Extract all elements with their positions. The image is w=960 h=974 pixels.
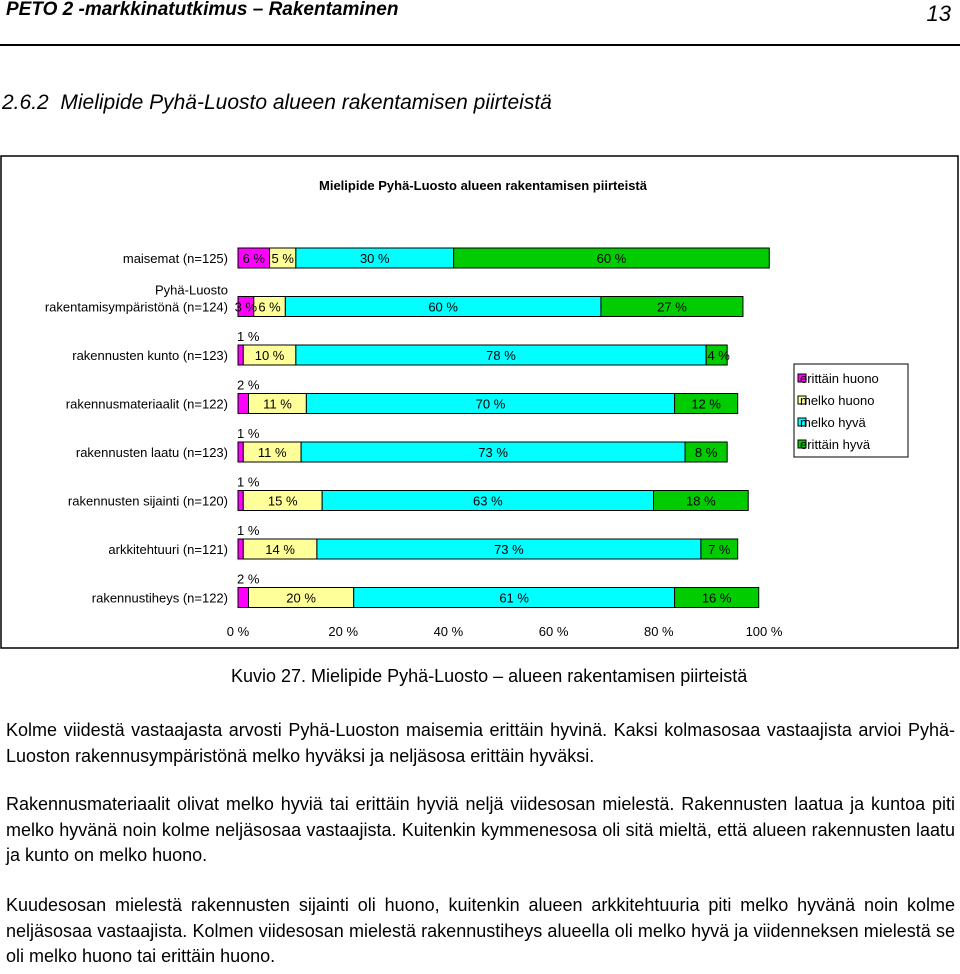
category-label: rakennusten kunto (n=123)	[72, 348, 228, 363]
data-label: 11 %	[257, 445, 287, 460]
category-label: arkkitehtuuri (n=121)	[108, 542, 228, 557]
paragraph-3: Kuudesosan mielestä rakennusten sijainti oli huono, kuitenkin alueen arkkitehtuuria piti melko hyvänä noin kolme neljäsosaa vastaajista. Kolmen viidesosan mielestä rakennustiheys alueella oli melko hyvä ja viidenneksen mielestä se oli melko huono tai erittäin huono.	[6, 895, 955, 966]
data-label: 61 %	[499, 590, 529, 606]
data-label: 73 %	[478, 445, 508, 460]
data-label: 30 %	[359, 251, 390, 266]
x-tick-label: 40 %	[433, 624, 464, 639]
category-label: rakennusmateriaalit (n=122)	[65, 396, 228, 412]
legend-label: erittäin hyvä	[800, 437, 871, 452]
bar-segment	[238, 345, 243, 365]
data-label: 1 %	[237, 329, 260, 344]
category-label: rakennusten laatu (n=123)	[75, 445, 228, 460]
data-label: 18 %	[686, 493, 716, 509]
section-heading	[2, 91, 552, 115]
data-label: 27 %	[657, 299, 687, 315]
x-tick-label: 100 %	[745, 624, 783, 639]
data-label: 4 %	[707, 348, 730, 363]
data-label: 73 %	[494, 542, 524, 557]
data-label: 2 %	[237, 377, 260, 393]
data-label: 1 %	[237, 474, 260, 490]
chart-svg	[0, 155, 960, 650]
data-label: 2 %	[237, 571, 260, 587]
data-label: 7 %	[708, 542, 731, 557]
category-label: Pyhä-Luosto	[155, 282, 228, 298]
data-label: 5 %	[271, 251, 294, 266]
category-label: rakennusten sijainti (n=120)	[67, 493, 228, 509]
category-label: rakennustiheys (n=122)	[91, 590, 228, 606]
data-label: 10 %	[254, 348, 285, 363]
data-label: 6 %	[242, 251, 265, 266]
section-number: 2.6.2	[2, 91, 49, 114]
x-tick-label: 0 %	[226, 624, 250, 639]
bar-segment	[238, 394, 249, 414]
data-label: 1 %	[237, 426, 260, 441]
data-label: 12 %	[691, 396, 721, 412]
category-label: rakentamisympäristönä (n=124)	[44, 299, 228, 315]
category-label: maisemat (n=125)	[122, 251, 228, 266]
page-header	[0, 0, 960, 44]
data-label: 70 %	[475, 396, 506, 412]
paragraph-1: Kolme viidestä vastaajasta arvosti Pyhä-Luoston maisemia erittäin hyvinä. Kaksi kolmasosaa vastaajista arvioi Pyhä-Luoston rakennusympäristönä melko hyväksi ja neljäsosa erittäin hyväksi.	[6, 720, 955, 766]
bar-segment	[238, 442, 243, 462]
bar-segment	[238, 491, 243, 511]
x-tick-label: 80 %	[643, 624, 674, 639]
bar-segment	[238, 539, 243, 559]
data-label: 1 %	[237, 523, 260, 538]
data-label: 11 %	[263, 396, 292, 412]
legend	[794, 364, 908, 457]
data-label: 8 %	[694, 445, 718, 460]
data-label: 14 %	[265, 542, 295, 557]
chart-title: Mielipide Pyhä-Luosto alueen rakentamisen piirteistä	[319, 178, 647, 193]
data-label: 60 %	[596, 251, 627, 266]
document-title: PETO 2 -markkinatutkimus – Rakentaminen	[6, 0, 399, 20]
legend-label: erittäin huono	[800, 371, 879, 386]
data-label: 3 %	[234, 299, 258, 315]
data-label: 15 %	[267, 493, 298, 509]
data-label: 60 %	[428, 299, 458, 315]
section-title: Mielipide Pyhä-Luosto alueen rakentamisen piirteistä	[60, 91, 552, 114]
data-label: 63 %	[473, 493, 503, 509]
figure-caption: Kuvio 27. Mielipide Pyhä-Luosto – alueen rakentamisen piirteistä	[231, 666, 748, 686]
legend-label: melko hyvä	[800, 415, 866, 430]
data-label: 6 %	[258, 299, 281, 315]
legend-label: melko huono	[800, 393, 875, 408]
data-label: 20 %	[286, 590, 316, 606]
bar-segment	[238, 588, 249, 608]
header-divider	[0, 44, 960, 46]
paragraph-2: Rakennusmateriaalit olivat melko hyviä tai erittäin hyviä neljä viidesosan mielestä. Rakennusten laatua ja kuntoa piti melko hyvänä noin kolme neljäsosaa vastaajista. Kuitenkin kymmenesosa oli sitä mieltä, että alueen rakennusten laatu ja kunto on melko huono.	[6, 794, 955, 865]
page-number: 13	[926, 1, 951, 26]
stacked-bar-chart	[0, 155, 960, 650]
x-tick-label: 60 %	[538, 624, 569, 639]
data-label: 16 %	[701, 590, 732, 606]
x-tick-label: 20 %	[328, 624, 359, 639]
data-label: 78 %	[486, 348, 516, 363]
